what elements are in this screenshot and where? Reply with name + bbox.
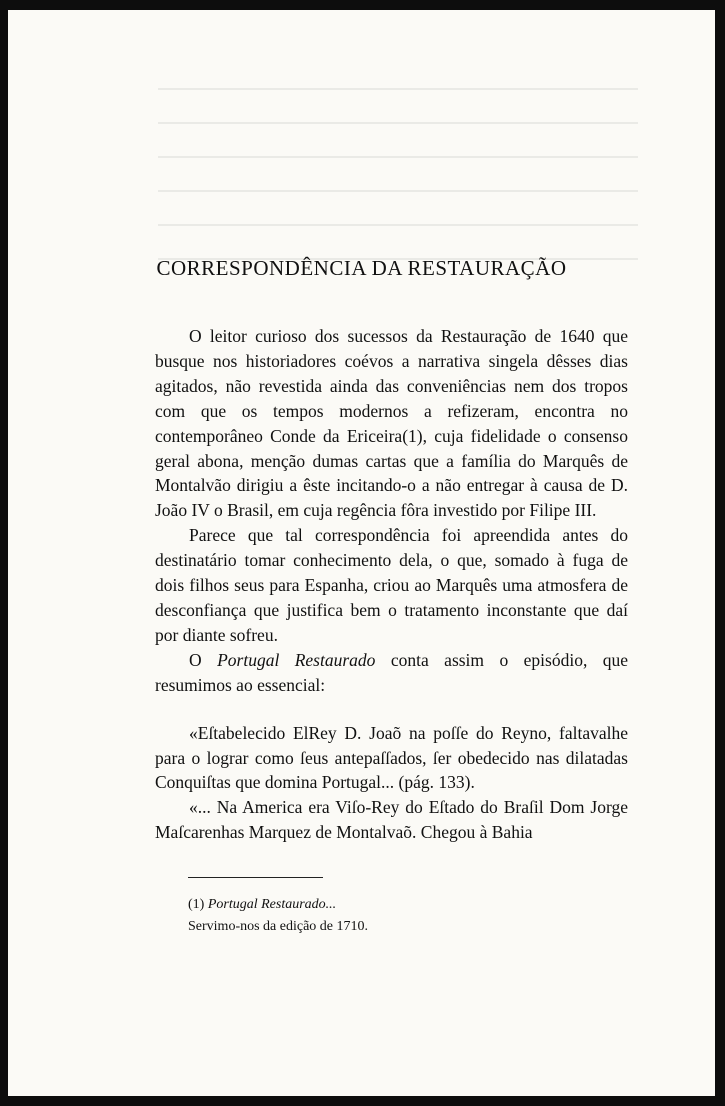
bleed-through-text [158,70,638,260]
paragraph-1-start: O leitor curioso dos sucessos da Restauração de 1640 que busque nos historiadores coévos a narrativa singela dêsses dias agitados, não revestida ainda das conveniências nem dos tropos com que os tempos modernos a refizeram, encontra no contemporâneo Conde da Ericeira [155,326,628,446]
paragraph-1 [155,324,628,523]
paragraph-1-end: , cuja fidelidade o consenso geral abona, menção dumas cartas que a família do Marquês de Montalvão dirigiu a êste incitando-o a não entregar à causa de D. João IV o Brasil, em cuja regência fôra investido por Filipe III. [155,425,628,521]
paragraph-3-start: O [189,649,218,670]
footnote-1-title: Portugal Restaurado... [207,897,337,912]
paragraph-2: Parece que tal correspondência foi apreendida antes do destinatário tomar conhecimento dela, o que, somado à fuga de dois filhos seus para Espanha, criou ao Marquês uma atmosfera de desconfiança que justifica bem o tratamento inconstante que daí por diante sofreu. [155,525,628,645]
footnote-1 [188,894,608,916]
main-text [155,324,628,845]
book-title-italic: Portugal Restaurado [217,649,376,670]
paragraph-3-end: conta assim o episódio, que resumimos ao essencial: [155,649,629,695]
footnote-mark: (1) [188,897,205,912]
paragraph-3 [155,648,628,698]
footnote-divider [188,877,323,878]
footnote-reference: (1) [402,425,423,446]
footnote-1-continuation: Servimo-nos da edição de 1710. [188,919,369,934]
footnotes [188,894,608,938]
quotation-2: «... Na America era Viſo-Rey do Eſtado do Braſil Dom Jorge Maſcarenhas Marquez de Montalvaõ. Chegou à Bahia [155,797,628,843]
book-page [8,10,715,1096]
quotation-1: «Eſtabelecido ElRey D. Joaõ na poſſe do Reyno, faltavalhe para o lograr como ſeus antepaſſados, ſer obedecido nas dilatadas Conquiſtas que domina Portugal... (pág. 133). [155,722,628,793]
page-title: CORRESPONDÊNCIA DA RESTAURAÇÃO [156,256,567,280]
